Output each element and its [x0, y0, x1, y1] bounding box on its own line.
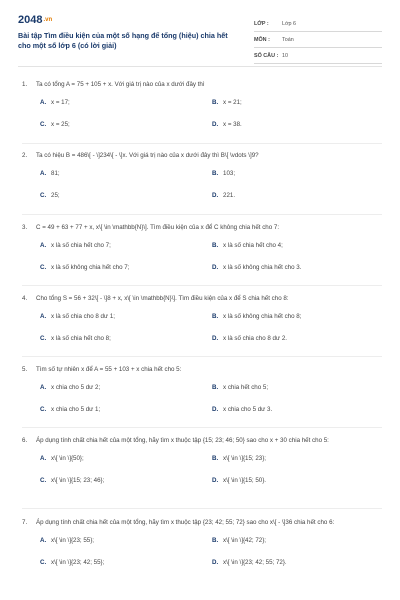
question-body: C = 49 + 63 + 77 + x, x\[ \in \mathbb{N}\]. Tìm điều kiện của x để C không chia hết cho 7:: [36, 224, 280, 231]
option-text: x là số không chia hết cho 7;: [51, 264, 130, 271]
question-4: [22, 294, 382, 347]
option-letter: D.: [212, 264, 219, 271]
option-letter: B.: [212, 537, 219, 544]
question-number: 1.: [22, 81, 28, 88]
option-text: x chia cho 5 dư 1;: [51, 406, 101, 413]
options: [22, 307, 382, 347]
option-text: x chia cho 5 dư 2;: [51, 384, 101, 391]
option-text: x là số chia cho 8 dư 2.: [223, 335, 287, 342]
option-text: 81;: [51, 170, 60, 177]
logo-text: 2048: [18, 14, 43, 26]
question-body: Tìm số tự nhiên x để A = 55 + 103 + x chia hết cho 5:: [36, 366, 182, 373]
question-number: 2.: [22, 152, 28, 159]
options: [22, 93, 382, 133]
question-body: Cho tổng S = 56 + 32\[ - \]8 + x, x\[ \in \mathbb{N}\]. Tìm điều kiện của x để S chia hết cho 8:: [36, 295, 289, 302]
meta-subject-row: [254, 32, 382, 48]
option-c[interactable]: [40, 264, 200, 271]
option-text: x = 21;: [223, 99, 242, 106]
option-text: x là số chia hết cho 8;: [51, 335, 111, 342]
meta-count-row: [254, 48, 382, 64]
option-text: x\[ \in \]{23; 42; 55; 72}.: [223, 559, 287, 566]
subject-label: MÔN :: [254, 36, 270, 43]
option-letter: D.: [212, 406, 219, 413]
option-letter: C.: [40, 121, 47, 128]
option-letter: D.: [212, 335, 219, 342]
question-number: 3.: [22, 224, 28, 231]
option-letter: A.: [40, 384, 47, 391]
question-7: [22, 518, 382, 571]
option-b[interactable]: [212, 170, 372, 177]
question-number: 5.: [22, 366, 28, 373]
question-text: [22, 151, 382, 160]
option-letter: B.: [212, 242, 219, 249]
logo-suffix: .vn: [43, 17, 53, 24]
option-text: x là số không chia hết cho 3.: [223, 264, 302, 271]
option-letter: D.: [212, 477, 219, 484]
options: [22, 236, 382, 276]
option-b[interactable]: [212, 313, 372, 320]
option-letter: A.: [40, 313, 47, 320]
option-letter: A.: [40, 99, 47, 106]
option-a[interactable]: [40, 455, 200, 462]
site-logo[interactable]: [18, 14, 52, 26]
question-body: Áp dụng tính chất chia hết của một tổng, hãy tìm x thuộc tập {23; 42; 55; 72} sao cho x\[ - \]36 chia hết cho 6:: [36, 519, 335, 526]
option-b[interactable]: [212, 455, 372, 462]
option-c[interactable]: [40, 406, 200, 413]
question-1: [22, 80, 382, 133]
option-b[interactable]: [212, 384, 372, 391]
option-text: x\[ \in \]{15; 50}.: [223, 477, 266, 484]
option-letter: A.: [40, 455, 47, 462]
options: [22, 449, 382, 489]
option-text: x = 38.: [223, 121, 242, 128]
option-letter: C.: [40, 559, 47, 566]
meta-box: [254, 16, 382, 64]
question-body: Áp dụng tính chất chia hết của một tổng, hãy tìm x thuộc tập {15; 23; 46; 50} sao cho x + 30 chia hết cho 5:: [36, 437, 329, 444]
question-number: 6.: [22, 437, 28, 444]
option-d[interactable]: [212, 121, 372, 128]
option-text: x là số chia hết cho 4;: [223, 242, 283, 249]
question-6: [22, 436, 382, 489]
question-number: 4.: [22, 295, 28, 302]
option-text: 103;: [223, 170, 236, 177]
option-letter: B.: [212, 170, 219, 177]
option-b[interactable]: [212, 537, 372, 544]
option-text: x = 25;: [51, 121, 70, 128]
question-5: [22, 365, 382, 418]
count-value: 10: [282, 52, 288, 59]
question-separator: [22, 214, 382, 215]
option-d[interactable]: [212, 477, 372, 484]
option-letter: D.: [212, 192, 219, 199]
option-d[interactable]: [212, 335, 372, 342]
option-letter: C.: [40, 264, 47, 271]
question-separator: [22, 356, 382, 357]
options: [22, 164, 382, 204]
question-text: [22, 223, 382, 232]
option-d[interactable]: [212, 559, 372, 566]
class-label: LỚP :: [254, 20, 269, 27]
option-a[interactable]: [40, 313, 200, 320]
option-a[interactable]: [40, 537, 200, 544]
question-2: [22, 151, 382, 204]
option-d[interactable]: [212, 192, 372, 199]
worksheet-title: Bài tập Tìm điều kiện của một số hạng để tổng (hiệu) chia hết cho một số lớp 6 (có lời giải): [18, 31, 228, 50]
option-text: x là số chia cho 8 dư 1;: [51, 313, 115, 320]
option-letter: C.: [40, 406, 47, 413]
option-text: x\[ \in \]{23; 55};: [51, 537, 94, 544]
option-text: x\[ \in \]{15; 23; 46};: [51, 477, 105, 484]
question-separator: [22, 143, 382, 144]
option-letter: D.: [212, 121, 219, 128]
question-text: [22, 518, 382, 527]
question-text: [22, 436, 382, 445]
option-text: x chia hết cho 5;: [223, 384, 269, 391]
option-a[interactable]: [40, 99, 200, 106]
question-separator: [22, 427, 382, 428]
options: [22, 378, 382, 418]
subject-value: Toán: [282, 36, 294, 43]
option-text: x là số không chia hết cho 8;: [223, 313, 302, 320]
option-c[interactable]: [40, 559, 200, 566]
option-text: 221.: [223, 192, 236, 199]
option-text: x chia cho 5 dư 3.: [223, 406, 273, 413]
option-b[interactable]: [212, 242, 372, 249]
question-separator: [22, 508, 382, 509]
count-label: SỐ CÂU :: [254, 52, 279, 59]
option-c[interactable]: [40, 477, 200, 484]
option-text: 25;: [51, 192, 60, 199]
question-body: Ta có tổng A = 75 + 105 + x. Với giá trị nào của x dưới đây thì: [36, 81, 205, 88]
option-text: x là số chia hết cho 7;: [51, 242, 111, 249]
option-a[interactable]: [40, 384, 200, 391]
question-body: Ta có hiệu B = 486\[ - \]234\[ - \]x. Với giá trị nào của x dưới đây thì B\[ \vdots \]9?: [36, 152, 259, 159]
option-d[interactable]: [212, 406, 372, 413]
worksheet-header: [18, 14, 382, 62]
option-letter: D.: [212, 559, 219, 566]
option-letter: C.: [40, 192, 47, 199]
option-letter: B.: [212, 313, 219, 320]
option-letter: C.: [40, 477, 47, 484]
option-letter: B.: [212, 99, 219, 106]
question-number: 7.: [22, 519, 28, 526]
option-b[interactable]: [212, 99, 372, 106]
option-letter: A.: [40, 537, 47, 544]
option-text: x\[ \in \]{50};: [51, 455, 84, 462]
option-text: x\[ \in \]{42; 72};: [223, 537, 266, 544]
option-a[interactable]: [40, 242, 200, 249]
question-3: [22, 223, 382, 276]
options: [22, 531, 382, 571]
option-letter: A.: [40, 242, 47, 249]
option-letter: A.: [40, 170, 47, 177]
option-c[interactable]: [40, 335, 200, 342]
meta-class-row: [254, 16, 382, 32]
option-d[interactable]: [212, 264, 372, 271]
option-c[interactable]: [40, 121, 200, 128]
option-c[interactable]: [40, 192, 200, 199]
option-letter: B.: [212, 455, 219, 462]
option-a[interactable]: [40, 170, 200, 177]
option-letter: B.: [212, 384, 219, 391]
question-text: [22, 294, 382, 303]
option-text: x\[ \in \]{23; 42; 55};: [51, 559, 105, 566]
option-text: x\[ \in \]{15; 23};: [223, 455, 266, 462]
header-divider: [18, 66, 382, 67]
option-text: x = 17;: [51, 99, 70, 106]
question-text: [22, 80, 382, 89]
question-separator: [22, 285, 382, 286]
class-value: Lớp 6: [282, 20, 297, 27]
option-letter: C.: [40, 335, 47, 342]
question-text: [22, 365, 382, 374]
